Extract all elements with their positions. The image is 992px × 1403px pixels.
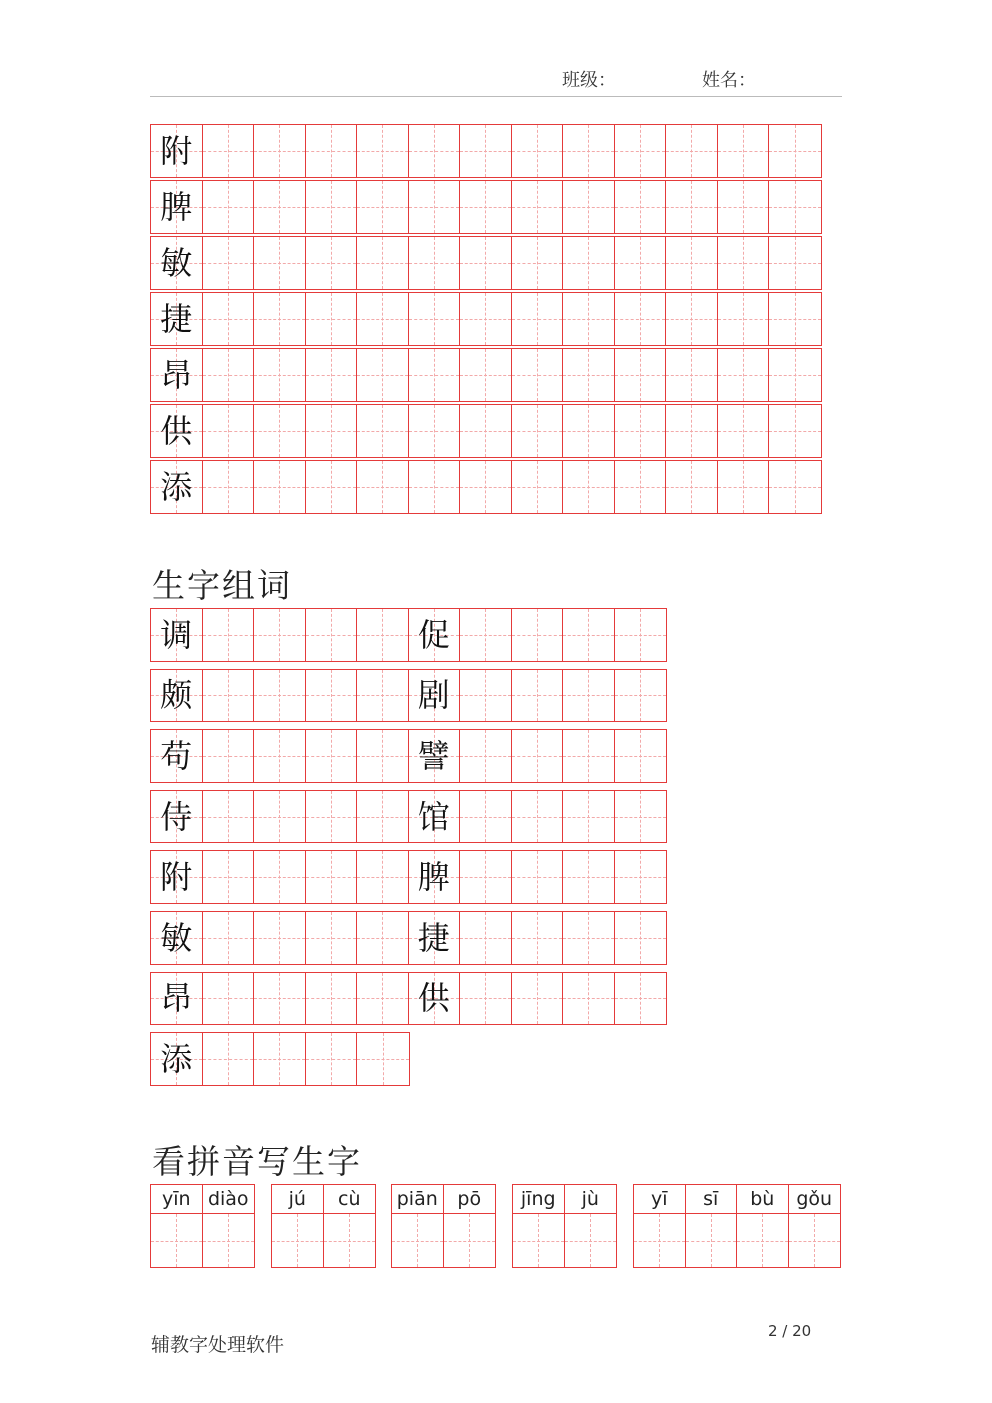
character: 捷: [417, 918, 450, 957]
writing-cell: [357, 237, 409, 289]
character: 昂: [160, 979, 193, 1018]
writing-cell: [666, 349, 718, 401]
writing-cell: [718, 237, 770, 289]
practice-row: [150, 180, 822, 234]
character-cell: [151, 609, 203, 661]
word-row: [150, 1032, 410, 1086]
writing-cell: [357, 973, 409, 1025]
writing-cell: [203, 791, 255, 843]
pinyin-text: diào: [203, 1185, 255, 1214]
writing-cell: [615, 293, 667, 345]
word-row: [150, 608, 667, 662]
writing-cell: [718, 461, 770, 513]
character-cell: [409, 791, 461, 843]
writing-cell: [203, 973, 255, 1025]
writing-cell: [460, 851, 512, 903]
writing-cell: [357, 181, 409, 233]
writing-box: [737, 1214, 788, 1267]
writing-cell: [357, 125, 409, 177]
writing-cell: [718, 293, 770, 345]
writing-cell: [615, 670, 667, 722]
writing-cell: [254, 237, 306, 289]
writing-cell: [357, 730, 409, 782]
character: 添: [160, 467, 193, 506]
writing-cell: [254, 973, 306, 1025]
writing-cell: [563, 125, 615, 177]
writing-cell: [306, 912, 358, 964]
writing-cell: [357, 1033, 409, 1085]
writing-cell: [615, 609, 667, 661]
character-cell: [151, 912, 203, 964]
pinyin-text: cù: [324, 1185, 376, 1214]
writing-cell: [563, 461, 615, 513]
writing-cell: [512, 237, 564, 289]
writing-cell: [254, 1033, 306, 1085]
writing-cell: [615, 973, 667, 1025]
writing-cell: [254, 181, 306, 233]
footer-software: 辅教字处理软件: [151, 1334, 285, 1356]
pinyin-column: [444, 1185, 496, 1267]
writing-cell: [460, 405, 512, 457]
writing-cell: [512, 609, 564, 661]
writing-cell: [254, 293, 306, 345]
character: 譬: [417, 736, 450, 775]
writing-cell: [563, 181, 615, 233]
writing-box: [513, 1214, 564, 1267]
pinyin-column: [272, 1185, 324, 1267]
writing-cell: [306, 670, 358, 722]
character: 敏: [160, 918, 193, 957]
character: 敏: [160, 243, 193, 282]
character: 苟: [160, 736, 193, 775]
writing-cell: [409, 237, 461, 289]
writing-cell: [615, 125, 667, 177]
writing-cell: [306, 730, 358, 782]
writing-cell: [512, 851, 564, 903]
writing-cell: [409, 461, 461, 513]
character-cell: [151, 293, 203, 345]
writing-cell: [460, 609, 512, 661]
writing-cell: [512, 973, 564, 1025]
writing-cell: [512, 181, 564, 233]
writing-cell: [615, 181, 667, 233]
character-cell: [151, 349, 203, 401]
writing-cell: [666, 405, 718, 457]
character: 添: [160, 1039, 193, 1078]
word-row: [150, 972, 667, 1026]
character: 馆: [417, 797, 450, 836]
writing-cell: [563, 912, 615, 964]
word-row: [150, 790, 667, 844]
character-cell: [409, 730, 461, 782]
writing-cell: [254, 670, 306, 722]
writing-cell: [563, 349, 615, 401]
character: 供: [160, 411, 193, 450]
word-row: [150, 850, 667, 904]
writing-cell: [254, 730, 306, 782]
pinyin-group: [271, 1184, 376, 1268]
writing-cell: [254, 791, 306, 843]
writing-box: [634, 1214, 685, 1267]
writing-cell: [512, 125, 564, 177]
pinyin-text: yīn: [151, 1185, 202, 1214]
writing-cell: [769, 181, 821, 233]
character: 颇: [160, 676, 193, 715]
writing-cell: [615, 791, 667, 843]
pinyin-text: sī: [686, 1185, 737, 1214]
writing-cell: [409, 405, 461, 457]
writing-cell: [306, 125, 358, 177]
character: 剧: [417, 676, 450, 715]
writing-cell: [563, 405, 615, 457]
writing-cell: [718, 405, 770, 457]
pinyin-column: [634, 1185, 686, 1267]
writing-cell: [769, 237, 821, 289]
writing-cell: [563, 973, 615, 1025]
character: 附: [160, 858, 193, 897]
pinyin-group: [512, 1184, 617, 1268]
character-cell: [151, 237, 203, 289]
writing-cell: [615, 461, 667, 513]
writing-cell: [254, 912, 306, 964]
writing-cell: [306, 349, 358, 401]
character: 脾: [160, 187, 193, 226]
writing-cell: [357, 670, 409, 722]
writing-cell: [203, 237, 255, 289]
writing-cell: [563, 851, 615, 903]
writing-cell: [666, 181, 718, 233]
pinyin-column: [513, 1185, 565, 1267]
character-cell: [409, 609, 461, 661]
writing-cell: [512, 670, 564, 722]
writing-cell: [306, 181, 358, 233]
practice-row: [150, 236, 822, 290]
writing-cell: [203, 349, 255, 401]
writing-cell: [254, 405, 306, 457]
character: 侍: [160, 797, 193, 836]
pinyin-column: [203, 1185, 255, 1267]
character-cell: [151, 1033, 203, 1085]
writing-cell: [254, 461, 306, 513]
writing-cell: [460, 181, 512, 233]
practice-row: [150, 348, 822, 402]
writing-box: [686, 1214, 737, 1267]
writing-cell: [460, 791, 512, 843]
character-cell: [151, 670, 203, 722]
character-cell: [409, 912, 461, 964]
writing-cell: [306, 461, 358, 513]
writing-cell: [203, 181, 255, 233]
writing-cell: [512, 293, 564, 345]
writing-cell: [666, 461, 718, 513]
writing-cell: [357, 349, 409, 401]
writing-cell: [666, 125, 718, 177]
pinyin-text: jú: [272, 1185, 323, 1214]
writing-cell: [306, 851, 358, 903]
writing-cell: [357, 912, 409, 964]
writing-cell: [306, 405, 358, 457]
character: 供: [417, 979, 450, 1018]
writing-cell: [769, 125, 821, 177]
pinyin-column: [565, 1185, 617, 1267]
writing-cell: [512, 730, 564, 782]
pinyin-column: [392, 1185, 444, 1267]
writing-cell: [254, 851, 306, 903]
writing-cell: [512, 461, 564, 513]
writing-cell: [718, 125, 770, 177]
writing-cell: [357, 405, 409, 457]
character: 捷: [160, 299, 193, 338]
writing-cell: [203, 461, 255, 513]
pinyin-text: bù: [737, 1185, 788, 1214]
writing-cell: [460, 973, 512, 1025]
writing-cell: [357, 609, 409, 661]
writing-cell: [615, 912, 667, 964]
pinyin-text: jīng: [513, 1185, 564, 1214]
writing-box: [203, 1214, 255, 1267]
writing-cell: [409, 181, 461, 233]
writing-cell: [769, 349, 821, 401]
writing-cell: [203, 730, 255, 782]
writing-cell: [254, 125, 306, 177]
practice-row: [150, 404, 822, 458]
writing-cell: [357, 791, 409, 843]
character-cell: [151, 851, 203, 903]
writing-box: [151, 1214, 202, 1267]
pinyin-group: [391, 1184, 496, 1268]
writing-cell: [357, 461, 409, 513]
writing-cell: [409, 293, 461, 345]
pinyin-column: [737, 1185, 789, 1267]
header-divider: [150, 96, 842, 97]
character-cell: [151, 973, 203, 1025]
writing-cell: [203, 293, 255, 345]
writing-cell: [460, 670, 512, 722]
character: 昂: [160, 355, 193, 394]
writing-cell: [409, 125, 461, 177]
character: 脾: [417, 858, 450, 897]
writing-box: [392, 1214, 443, 1267]
writing-cell: [615, 405, 667, 457]
character-cell: [409, 973, 461, 1025]
writing-box: [272, 1214, 323, 1267]
writing-cell: [203, 405, 255, 457]
character-cell: [151, 791, 203, 843]
writing-cell: [460, 293, 512, 345]
page-number: 2 / 20: [768, 1322, 812, 1340]
writing-cell: [203, 125, 255, 177]
pinyin-column: [324, 1185, 376, 1267]
writing-cell: [615, 349, 667, 401]
practice-row: [150, 292, 822, 346]
writing-cell: [563, 670, 615, 722]
writing-cell: [254, 609, 306, 661]
writing-cell: [769, 405, 821, 457]
writing-box: [324, 1214, 376, 1267]
writing-cell: [718, 181, 770, 233]
pinyin-text: yī: [634, 1185, 685, 1214]
writing-cell: [615, 237, 667, 289]
writing-cell: [203, 670, 255, 722]
writing-cell: [460, 912, 512, 964]
writing-box: [789, 1214, 841, 1267]
section-title-pinyin: 看拼音写生字: [152, 1142, 362, 1181]
pinyin-group: [150, 1184, 255, 1268]
writing-cell: [409, 349, 461, 401]
writing-cell: [666, 237, 718, 289]
pinyin-column: [789, 1185, 841, 1267]
pinyin-text: piān: [392, 1185, 443, 1214]
pinyin-text: gǒu: [789, 1185, 841, 1214]
writing-cell: [460, 461, 512, 513]
writing-cell: [203, 1033, 255, 1085]
writing-cell: [460, 125, 512, 177]
header-name-label: 姓名：: [702, 70, 756, 91]
writing-cell: [460, 237, 512, 289]
writing-cell: [306, 609, 358, 661]
writing-cell: [563, 237, 615, 289]
character-cell: [151, 461, 203, 513]
writing-cell: [306, 1033, 358, 1085]
character-cell: [151, 405, 203, 457]
writing-cell: [563, 730, 615, 782]
section-title-words: 生字组词: [152, 566, 292, 605]
writing-cell: [306, 237, 358, 289]
writing-cell: [357, 293, 409, 345]
writing-cell: [563, 609, 615, 661]
practice-row: [150, 124, 822, 178]
word-row: [150, 669, 667, 723]
writing-cell: [306, 973, 358, 1025]
writing-cell: [306, 791, 358, 843]
writing-cell: [512, 349, 564, 401]
writing-cell: [769, 461, 821, 513]
writing-cell: [306, 293, 358, 345]
writing-cell: [666, 293, 718, 345]
writing-cell: [460, 730, 512, 782]
pinyin-text: jù: [565, 1185, 617, 1214]
writing-cell: [512, 912, 564, 964]
word-row: [150, 729, 667, 783]
pinyin-group: [633, 1184, 841, 1268]
header-class-label: 班级：: [562, 70, 616, 91]
writing-cell: [512, 791, 564, 843]
writing-cell: [615, 851, 667, 903]
writing-cell: [203, 609, 255, 661]
writing-cell: [203, 851, 255, 903]
character: 调: [160, 615, 193, 654]
writing-cell: [203, 912, 255, 964]
practice-row: [150, 460, 822, 514]
pinyin-column: [686, 1185, 738, 1267]
writing-box: [444, 1214, 496, 1267]
writing-cell: [254, 349, 306, 401]
character: 附: [160, 131, 193, 170]
writing-cell: [718, 349, 770, 401]
writing-cell: [615, 730, 667, 782]
writing-cell: [563, 791, 615, 843]
word-row: [150, 911, 667, 965]
writing-cell: [563, 293, 615, 345]
character-cell: [151, 730, 203, 782]
character-cell: [151, 125, 203, 177]
writing-cell: [769, 293, 821, 345]
character: 促: [417, 615, 450, 654]
character-cell: [151, 181, 203, 233]
character-cell: [409, 851, 461, 903]
writing-box: [565, 1214, 617, 1267]
writing-cell: [357, 851, 409, 903]
character-cell: [409, 670, 461, 722]
pinyin-column: [151, 1185, 203, 1267]
writing-cell: [460, 349, 512, 401]
writing-cell: [512, 405, 564, 457]
pinyin-text: pō: [444, 1185, 496, 1214]
